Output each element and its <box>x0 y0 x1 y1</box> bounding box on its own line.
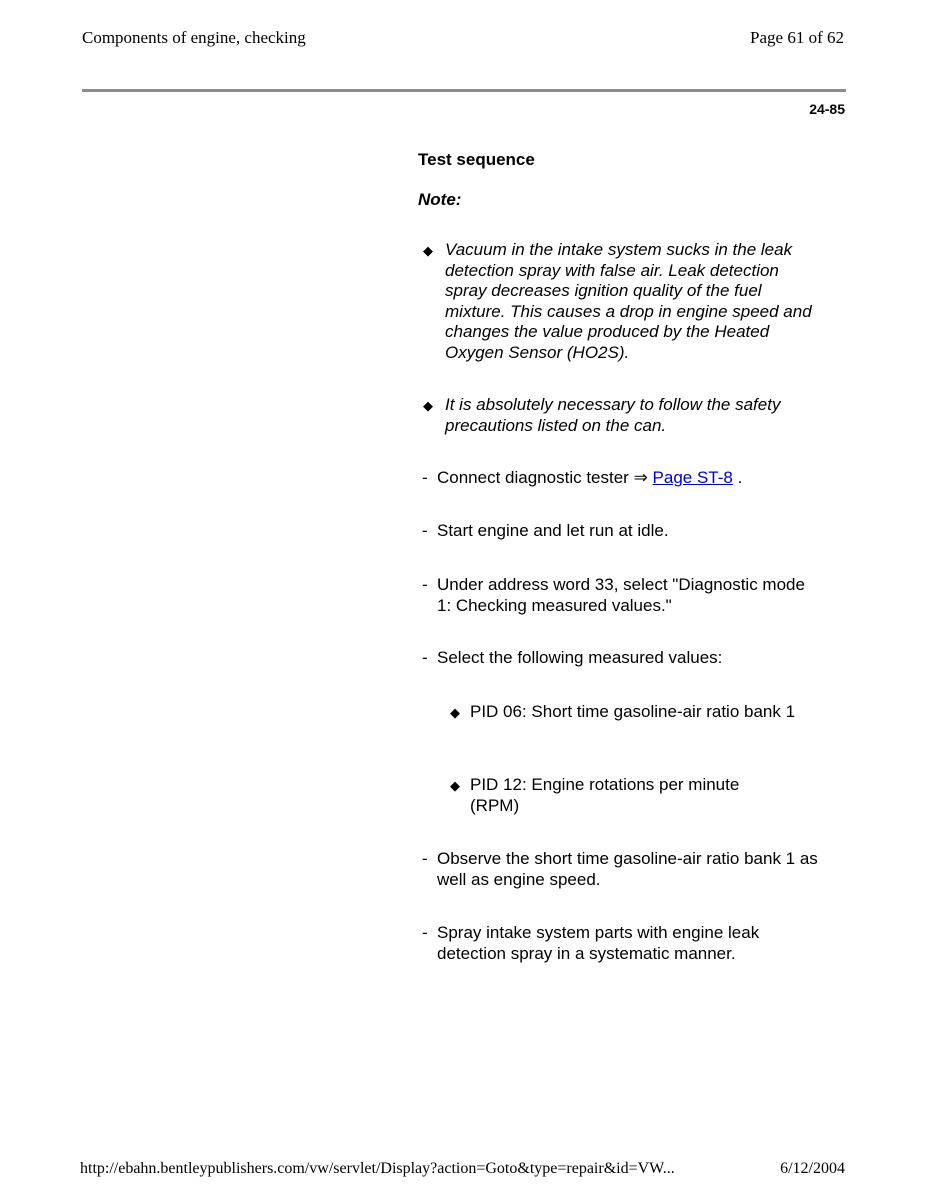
dash-marker: - <box>422 468 428 487</box>
dash-marker: - <box>422 849 428 868</box>
diamond-bullet-icon: ◆ <box>450 778 460 793</box>
step-item <box>422 521 832 542</box>
note-label: Note: <box>418 190 462 209</box>
step-item <box>422 575 822 616</box>
header-rule <box>82 89 846 92</box>
footer-date: 6/12/2004 <box>780 1160 845 1177</box>
step-item <box>422 923 802 964</box>
dash-marker: - <box>422 575 428 594</box>
step-text-suffix: . <box>732 468 743 487</box>
page-st8-link[interactable]: Page ST-8 <box>652 468 733 487</box>
step-item <box>422 648 832 669</box>
note-bullet <box>423 240 823 363</box>
diamond-bullet-icon: ◆ <box>450 705 460 720</box>
page-number: Page 61 of 62 <box>750 28 844 47</box>
footer-url: http://ebahn.bentleypublishers.com/vw/servlet/Display?action=Goto&type=repair&id=VW... <box>80 1160 675 1177</box>
step-text: Observe the short time gasoline-air ratio bank 1 as well as engine speed. <box>437 849 818 889</box>
section-title: Test sequence <box>418 150 535 169</box>
dash-marker: - <box>422 923 428 942</box>
step-text: Select the following measured values: <box>437 648 723 667</box>
note-text: It is absolutely necessary to follow the safety precautions listed on the can. <box>445 395 781 435</box>
note-text: Vacuum in the intake system sucks in the leak detection spray with false air. Leak detection spray decreases ignition quality of the fuel mixture. This causes a drop in engine speed and changes the value produced by the Heated Oxygen Sensor (HO2S). <box>445 240 812 362</box>
page-code: 24-85 <box>809 101 845 117</box>
note-bullet <box>423 395 823 436</box>
dash-marker: - <box>422 521 428 540</box>
step-text: Start engine and let run at idle. <box>437 521 669 540</box>
step-item <box>422 849 832 890</box>
step-text: Under address word 33, select "Diagnostic mode 1: Checking measured values." <box>437 575 805 615</box>
diamond-bullet-icon: ◆ <box>423 243 433 258</box>
step-text <box>437 468 832 489</box>
document-title: Components of engine, checking <box>82 28 306 47</box>
arrow-icon: ⇒ <box>633 468 648 487</box>
step-text: Spray intake system parts with engine leak detection spray in a systematic manner. <box>437 923 760 963</box>
step-text-prefix: Connect diagnostic tester <box>437 468 634 487</box>
sub-item-text: PID 06: Short time gasoline-air ratio bank 1 <box>470 702 796 721</box>
dash-marker: - <box>422 648 428 667</box>
sub-item <box>450 702 810 723</box>
sub-item-text: PID 12: Engine rotations per minute (RPM) <box>470 775 740 815</box>
step-item <box>422 468 832 489</box>
diamond-bullet-icon: ◆ <box>423 398 433 413</box>
sub-item <box>450 775 780 816</box>
